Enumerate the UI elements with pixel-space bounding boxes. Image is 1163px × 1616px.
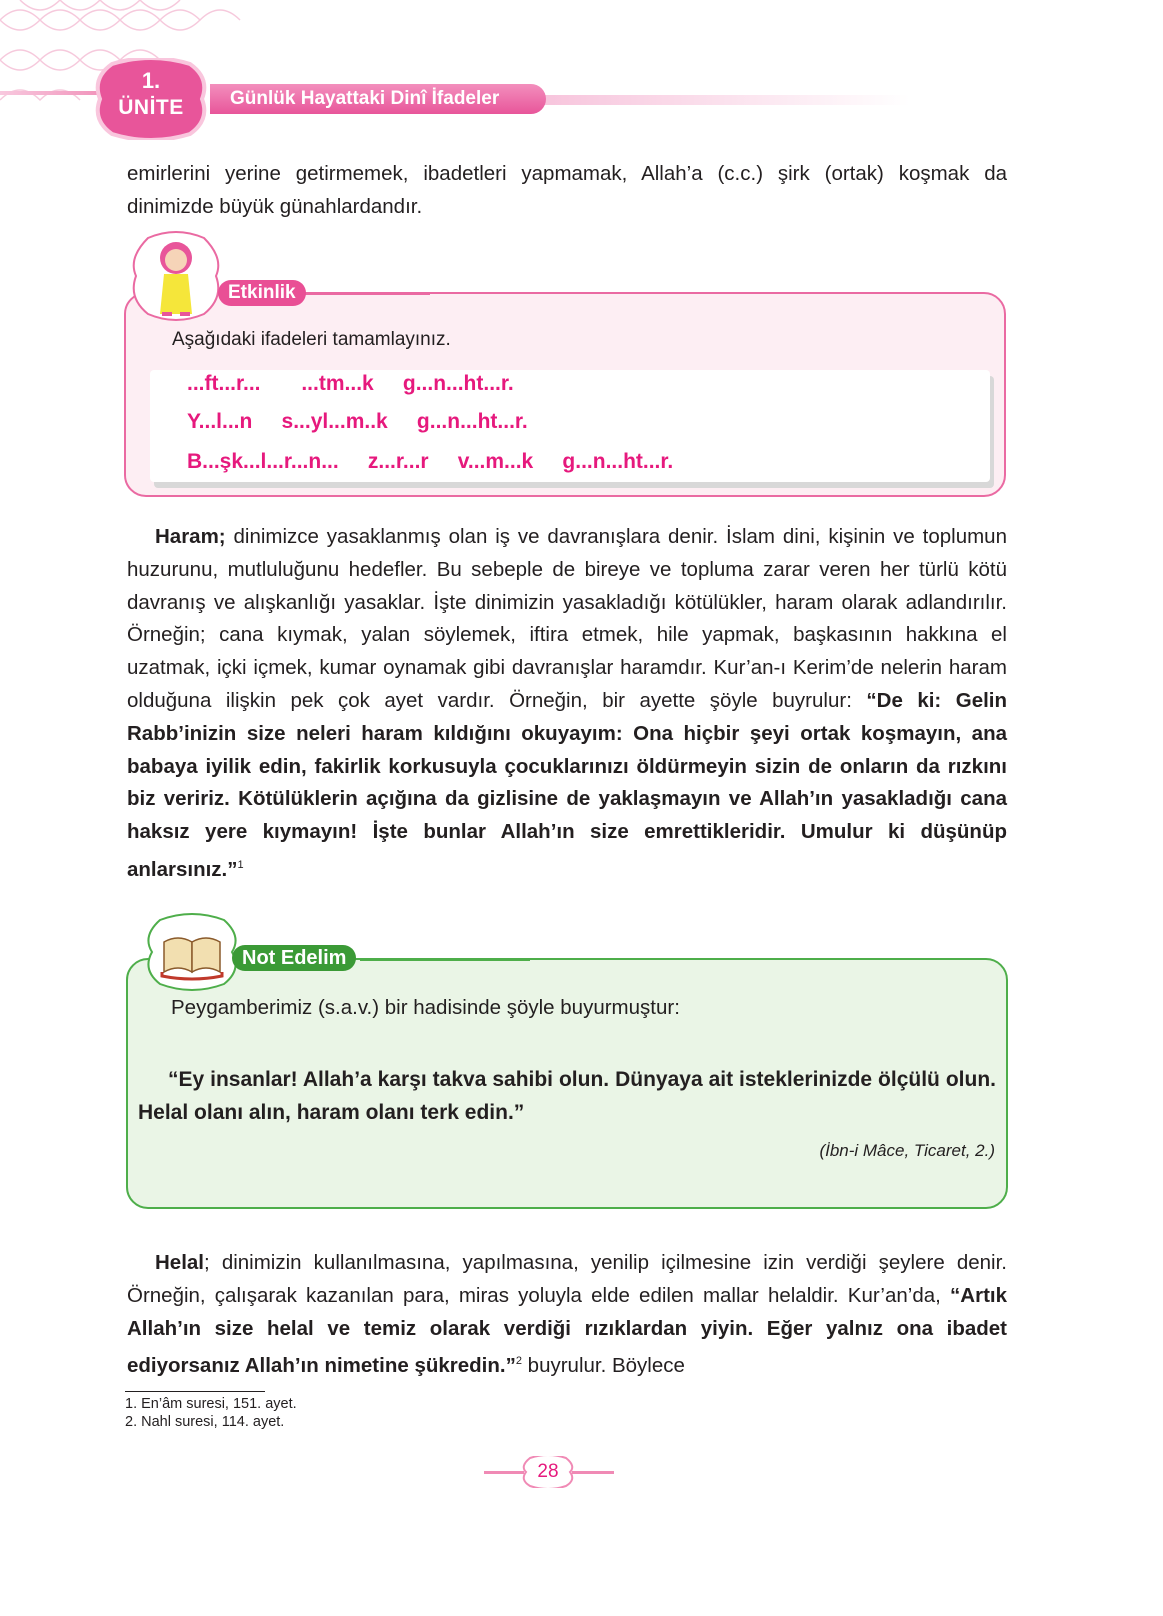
page-line-right bbox=[572, 1471, 614, 1474]
haram-text: dinimizce yasaklanmış olan iş ve davranışlara denir. İslam dini, kişinin ve toplumun huzurunu, mutluluğunu hedefler. Bu sebeple de bireye ve topluma zarar veren her türlü kötü davranış ve alışkanlığı yasaklar. İşte dinimizin yasakladığı kötülükler, haram olarak adlandırılır. Örneğin; cana kıymak, yalan söylemek, iftira etmek, hile yapmak, başkasının hakkına el uzatmak, içki içmek, kumar oynamak gibi davranışlar haramdır. Kur’an-ı Kerim’de nelerin haram olduğuna ilişkin pek çok ayet vardır. Örneğin, bir ayette şöyle buyrulur: bbox=[127, 525, 1007, 712]
footnote-ref-2: 2 bbox=[515, 1355, 522, 1368]
haram-quote: “De ki: Gelin Rabb’inizin size neleri haram kıldığını okuyayım: Ona hiçbir şeyi ortak koşmayın, ana babaya iyilik edin, fakirlik korkusuyla çocuklarınızı öldürmeyin sizin de onların da rızkını biz veririz. Kötülüklerin açığına da gizlisine de yaklaşmayın ve Allah’ın yasakladığı cana haksız yere kıymayın! İşte bunlar Allah’ın size emrettikleridir. Umulur ki düşünüp anlarsınız.” bbox=[127, 688, 1008, 881]
note-source: (İbn-i Mâce, Ticaret, 2.) bbox=[819, 1141, 995, 1160]
footnote-rule bbox=[125, 1391, 265, 1392]
unit-word: ÜNİTE bbox=[118, 96, 184, 119]
footnote-ref-1: 1 bbox=[237, 858, 244, 871]
helal-tail: buyrulur. Böylece bbox=[521, 1354, 685, 1378]
fill-line-3: B...şk...l...r...n... z...r...r v...m...k g...n...ht...r. bbox=[187, 450, 674, 473]
chapter-title: Günlük Hayattaki Dinî İfadeler bbox=[210, 84, 546, 114]
intro-paragraph: emirlerini yerine getirmemek, ibadetleri yapmamak, Allah’a (c.c.) şirk (ortak) koşmak da dinimizde büyük günahlardandır. bbox=[127, 162, 1007, 218]
girl-icon bbox=[128, 228, 224, 324]
activity-instruction: Aşağıdaki ifadeleri tamamlayınız. bbox=[172, 329, 451, 350]
activity-label-line bbox=[300, 292, 430, 295]
footnote-2: 2. Nahl suresi, 114. ayet. bbox=[125, 1414, 285, 1430]
page-number: 28 bbox=[537, 1461, 559, 1482]
fill-line-1: ...ft...r... ...tm...k g...n...ht...r. bbox=[187, 372, 514, 395]
helal-quote: “Artık Allah’ın size helal ve temiz olarak verdiği rızıklardan yiyin. Eğer yalnız ona ibadet ediyorsanız Allah’ın nimetine şükredin.” bbox=[127, 1283, 1007, 1378]
haram-paragraph bbox=[127, 521, 1007, 887]
footnote-1: 1. En’âm suresi, 151. ayet. bbox=[125, 1396, 297, 1412]
helal-term: Helal bbox=[155, 1251, 204, 1274]
note-quote: “Ey insanlar! Allah’a karşı takva sahibi olun. Dünyaya ait isteklerinizde ölçülü olun. Helal olanı alın, haram olanı terk edin.” bbox=[138, 1068, 996, 1124]
book-icon bbox=[142, 912, 242, 992]
helal-paragraph bbox=[127, 1247, 1007, 1383]
activity-label: Etkinlik bbox=[218, 280, 306, 306]
note-label-line bbox=[360, 958, 530, 961]
haram-term: Haram; bbox=[155, 525, 226, 548]
helal-text: ; dinimizin kullanılmasına, yapılmasına, yenilip içilmesine izin verdiği şeylere denir. Örneğin, çalışarak kazanılan para, miras yoluyla elde edilen mallar helaldir. Kur’an’da, bbox=[127, 1251, 1007, 1307]
fill-line-2: Y...l...n s...yl...m..k g...n...ht...r. bbox=[187, 410, 528, 433]
unit-number: 1. bbox=[141, 68, 161, 93]
note-intro: Peygamberimiz (s.a.v.) bir hadisinde şöyle buyurmuştur: bbox=[171, 996, 680, 1019]
note-label: Not Edelim bbox=[232, 945, 356, 971]
page-line-left bbox=[484, 1471, 524, 1474]
header-fade bbox=[540, 95, 910, 105]
